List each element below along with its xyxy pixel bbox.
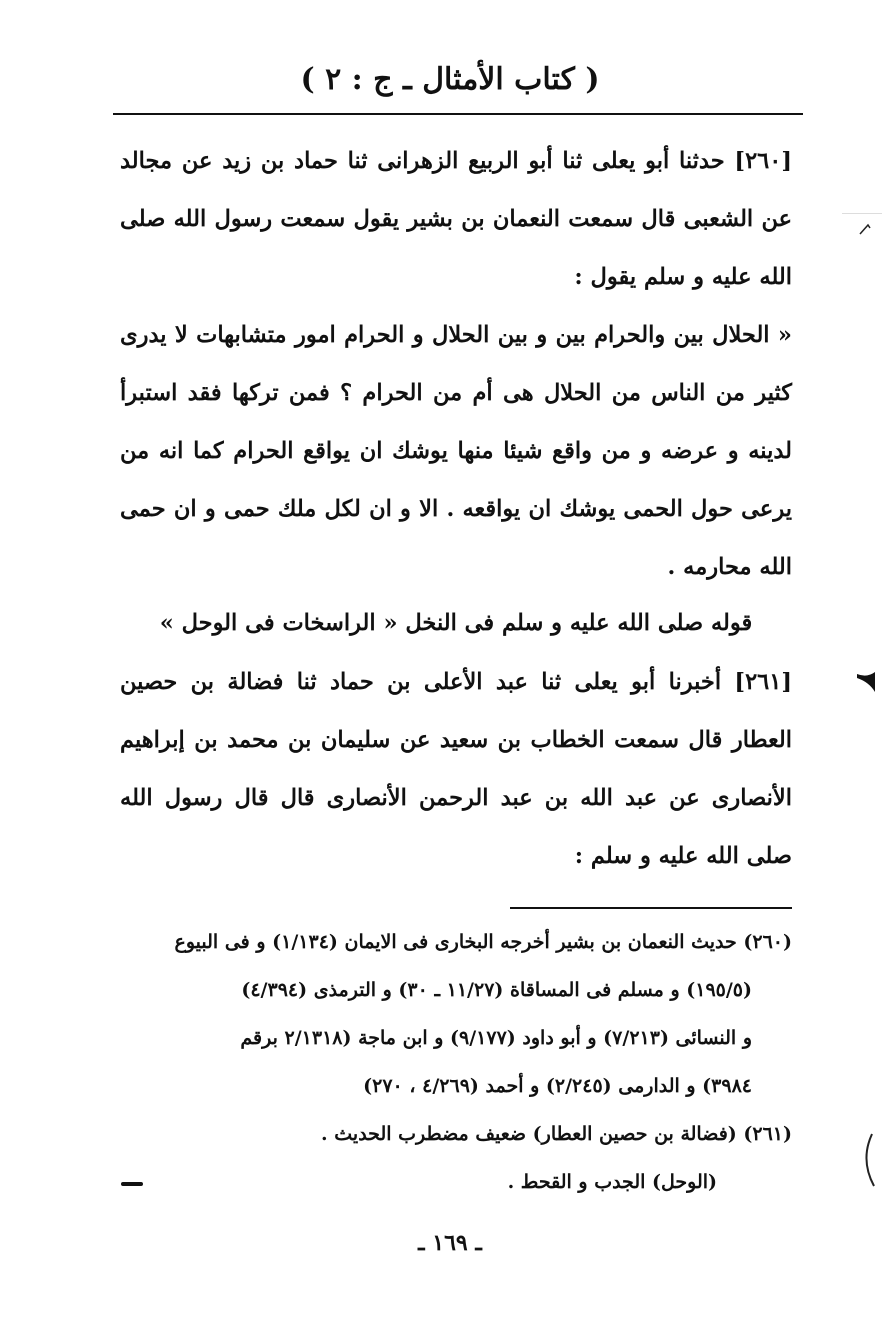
running-header: ( كتاب الأمثال ـ ج : ٢ ) [300,62,600,97]
footnote-261: (٢٦١) (فضالة بن حصين العطار) ضعيف مضطرب الحديث . [321,1123,792,1145]
footnote-260-line-4: ٣٩٨٤) و الدارمى (٢/٢٤٥) و أحمد (٤/٢٦٩ ، ٢٧٠) [363,1075,752,1097]
footnote-260-line-1: (٢٦٠) حديث النعمان بن بشير أخرجه البخارى فى الايمان (١/١٣٤) و فى البيوع [174,931,792,953]
section-heading-text: قوله صلى الله عليه و سلم فى النخل « الراسخات فى الوحل » [159,610,753,636]
footnote-260-line-2: (١٩٥/٥) و مسلم فى المساقاة (١١/٢٧ ـ ٣٠) و الترمذى (٤/٣٩٤) [241,979,752,1001]
paragraph-260: [٢٦٠] حدثنا أبو يعلى ثنا أبو الربيع الزهرانى ثنا حماد بن زيد عن مجالد عن الشعبى قال سمعت النعمان بن بشير يقول سمعت رسول الله صلى الله عليه و سلم يقول : [120,148,792,290]
margin-mark-icon [858,222,872,236]
footnote-wahl: (الوحل) الجدب و القحط . [507,1171,717,1193]
paragraph-260-text: « الحلال بين والحرام بين و بين الحلال و الحرام امور متشابهات لا يدرى كثير من الناس من الحلال هى أم من الحرام ؟ فمن تركها فقد استبرأ لدينه و عرضه و من واقع شيئا منها يوشك ان يواقع الحرام كما انه من يرعى حول الحمى يوشك ان يواقعه . الا و ان لكل ملك حمى و ان حمى الله محارمه . [120,322,792,580]
margin-arrow-icon [855,668,877,694]
footnote-rule [510,907,792,909]
hadith-261-isnad [120,653,792,885]
footnotes [125,918,792,1206]
hadith-260-matn [120,306,792,596]
margin-dash-icon [120,1180,144,1188]
footnote-260-line-3: و النسائى (٧/٢١٣) و أبو داود (٩/١٧٧) و ابن ماجة (٢/١٣١٨ برقم [240,1027,752,1049]
section-heading [120,594,792,652]
hadith-260-isnad [120,132,792,306]
scan-edge-line [842,213,882,214]
paragraph-261: [٢٦١] أخبرنا أبو يعلى ثنا عبد الأعلى بن حماد ثنا فضالة بن حصين العطار قال سمعت الخطاب بن سعيد عن سليمان بن محمد بن إبراهيم الأنصارى عن عبد الله بن عبد الرحمن الأنصارى قال قال رسول الله صلى الله عليه و سلم : [120,669,793,869]
header-rule [113,113,803,115]
margin-bracket-icon [858,1130,876,1190]
page-number: ـ ١٦٩ ـ [418,1230,482,1256]
